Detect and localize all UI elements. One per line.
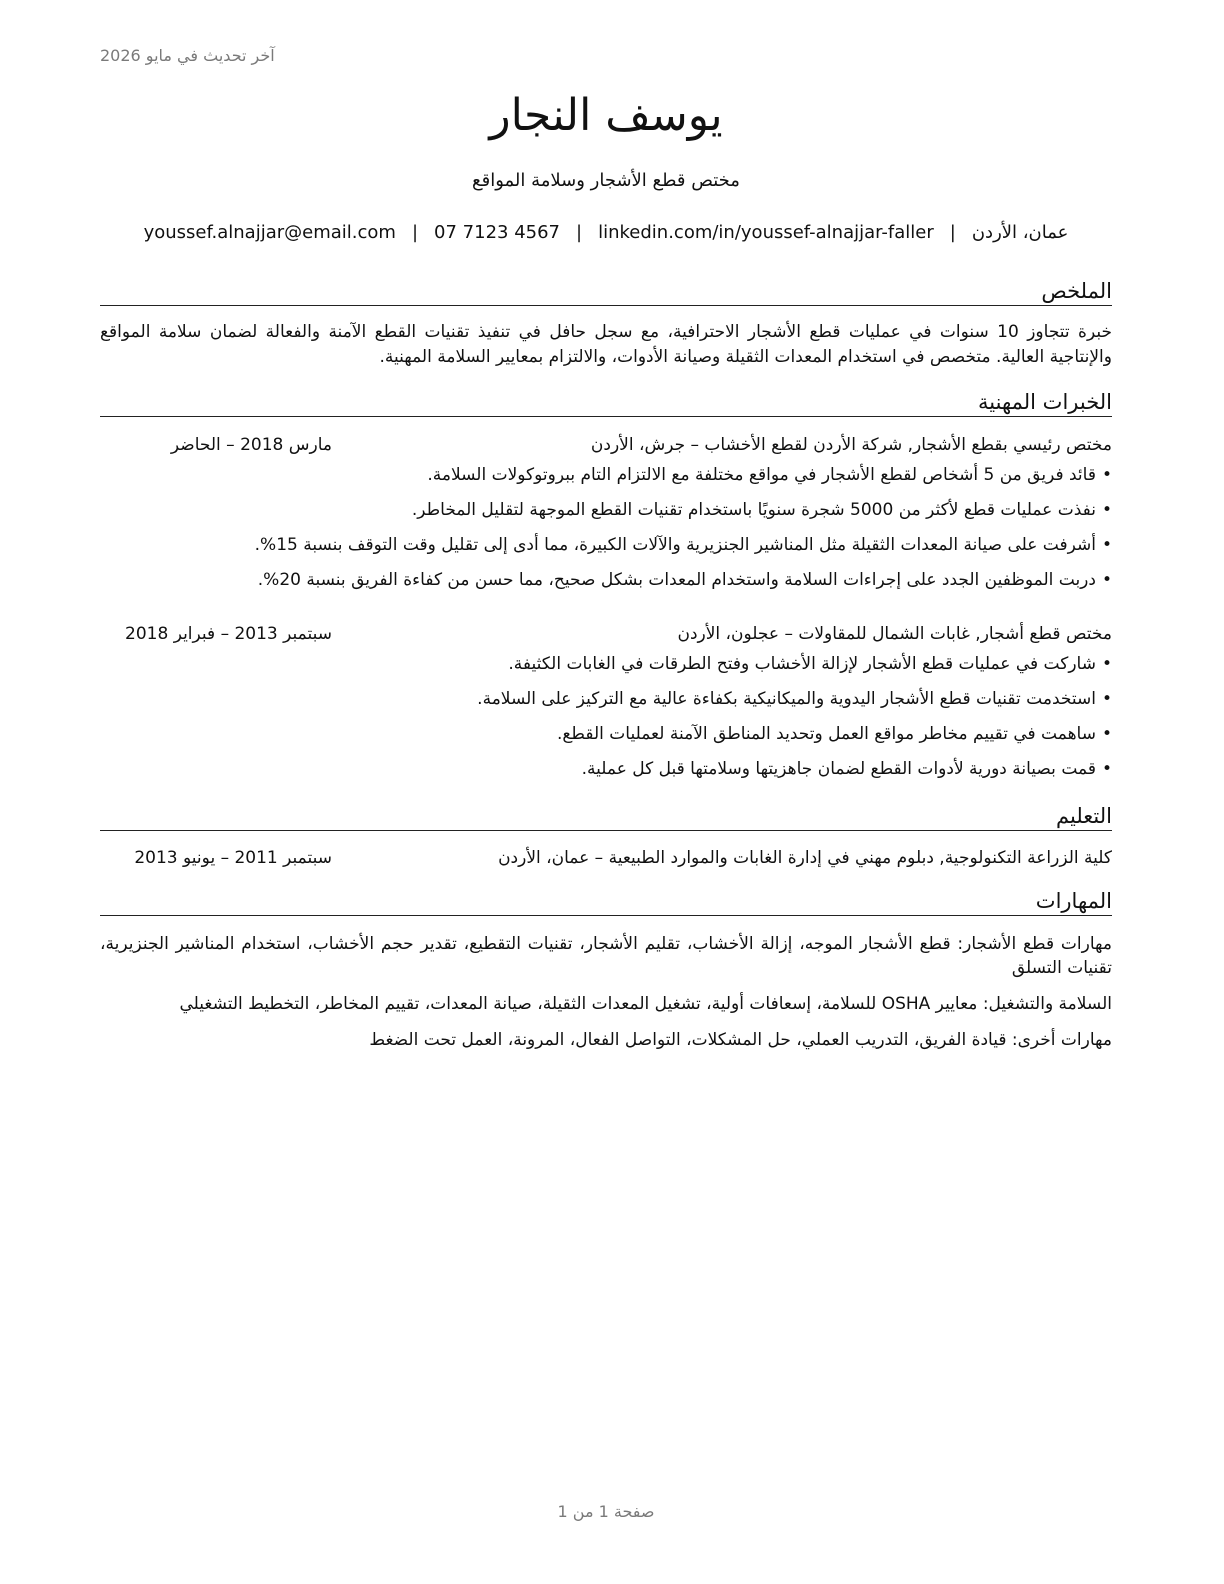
bullet-text: نفذت عمليات قطع لأكثر من 5000 شجرة سنويًا باستخدام تقنيات القطع الموجهة لتقليل المخاطر. bbox=[411, 500, 1096, 520]
job-date: سبتمبر 2013 – فبراير 2018 bbox=[125, 624, 332, 644]
bullet-dot: • bbox=[1101, 759, 1112, 779]
education-date: سبتمبر 2011 – يونيو 2013 bbox=[134, 848, 332, 868]
job-header bbox=[100, 433, 1112, 457]
bullet-dot: • bbox=[1101, 465, 1112, 485]
contact-separator: | bbox=[411, 222, 419, 243]
bullet-dot: • bbox=[1101, 535, 1112, 555]
list-item bbox=[100, 568, 1112, 603]
list-item bbox=[100, 652, 1112, 687]
summary-heading: الملخص bbox=[100, 277, 1112, 306]
resume-page bbox=[100, 0, 1112, 1584]
bullet-dot: • bbox=[1101, 689, 1112, 709]
contact-separator: | bbox=[576, 222, 583, 243]
list-item bbox=[100, 533, 1112, 568]
candidate-title: مختص قطع الأشجار وسلامة المواقع bbox=[472, 170, 740, 191]
job-bullets bbox=[100, 463, 1112, 603]
bullet-dot: • bbox=[1101, 570, 1112, 590]
job-date: مارس 2018 – الحاضر bbox=[170, 435, 332, 455]
bullet-text: قائد فريق من 5 أشخاص لقطع الأشجار في مواقع مختلفة مع الالتزام التام ببروتوكولات السلامة. bbox=[427, 465, 1096, 485]
skills-heading: المهارات bbox=[100, 887, 1112, 916]
candidate-name: يوسف النجار bbox=[489, 90, 723, 141]
contact-linkedin[interactable]: linkedin.com/in/youssef-alnajjar-faller bbox=[598, 222, 934, 243]
list-item bbox=[100, 687, 1112, 722]
page-number: صفحة 1 من 1 bbox=[557, 1502, 655, 1521]
education-entry bbox=[100, 846, 1112, 870]
bullet-dot: • bbox=[1101, 724, 1112, 744]
job-role: مختص رئيسي بقطع الأشجار, شركة الأردن لقطع الأخشاب – جرش، الأردن bbox=[590, 435, 1112, 455]
list-item bbox=[100, 463, 1112, 498]
job-bullets bbox=[100, 652, 1112, 792]
education-heading: التعليم bbox=[100, 802, 1112, 831]
contact-separator: | bbox=[949, 222, 956, 243]
contact-email[interactable]: youssef.alnajjar@email.com bbox=[143, 222, 396, 243]
bullet-dot: • bbox=[1101, 500, 1112, 520]
job-role: مختص قطع أشجار, غابات الشمال للمقاولات – عجلون، الأردن bbox=[677, 624, 1112, 644]
list-item bbox=[100, 722, 1112, 757]
bullet-text: ساهمت في تقييم مخاطر مواقع العمل وتحديد المناطق الآمنة لعمليات القطع. bbox=[556, 724, 1096, 744]
list-item bbox=[100, 498, 1112, 533]
contact-line bbox=[100, 222, 1112, 243]
last-updated: آخر تحديث في مايو 2026 bbox=[100, 46, 275, 65]
summary-text: خبرة تتجاوز 10 سنوات في عمليات قطع الأشجار الاحترافية، مع سجل حافل في تنفيذ تقنيات القطع الآمنة والفعالة لضمان سلامة المواقع والإنتاجية العالية. متخصص في استخدام المعدات الثقيلة وصيانة الأدوات، والالتزام بمعايير السلامة المهنية. bbox=[100, 322, 1112, 367]
bullet-text: دربت الموظفين الجدد على إجراءات السلامة واستخدام المعدات بشكل صحيح، مما حسن من كفاءة الفريق بنسبة 20%. bbox=[257, 570, 1096, 590]
skills-list bbox=[100, 932, 1112, 1064]
skills-line: السلامة والتشغيل: معايير OSHA للسلامة، إسعافات أولية، تشغيل المعدات الثقيلة، صيانة المعدات، تقييم المخاطر، التخطيط التشغيلي bbox=[179, 994, 1112, 1014]
contact-phone[interactable]: 07 7123 4567 bbox=[434, 222, 561, 243]
job-header bbox=[100, 622, 1112, 646]
experience-heading: الخبرات المهنية bbox=[100, 388, 1112, 417]
bullet-text: أشرفت على صيانة المعدات الثقيلة مثل المناشير الجنزيرية والآلات الكبيرة، مما أدى إلى تقليل وقت التوقف بنسبة 15%. bbox=[254, 535, 1096, 555]
bullet-text: شاركت في عمليات قطع الأشجار لإزالة الأخشاب وفتح الطرقات في الغابات الكثيفة. bbox=[508, 654, 1096, 674]
skills-line: مهارات أخرى: قيادة الفريق، التدريب العملي، حل المشكلات، التواصل الفعال، المرونة، العمل تحت الضغط bbox=[369, 1030, 1112, 1050]
bullet-text: استخدمت تقنيات قطع الأشجار اليدوية والميكانيكية بكفاءة عالية مع التركيز على السلامة. bbox=[477, 689, 1096, 709]
list-item bbox=[100, 757, 1112, 792]
contact-location: عمان، الأردن bbox=[971, 222, 1069, 243]
bullet-dot: • bbox=[1101, 654, 1112, 674]
education-institution: كلية الزراعة التكنولوجية, دبلوم مهني في إدارة الغابات والموارد الطبيعية – عمان، الأردن bbox=[498, 848, 1112, 868]
skills-line: مهارات قطع الأشجار: قطع الأشجار الموجه، إزالة الأخشاب، تقليم الأشجار، تقنيات التقطيع، تقدير حجم الأخشاب، استخدام المناشير الجنزيرية، تقنيات التسلق bbox=[100, 934, 1112, 978]
bullet-text: قمت بصيانة دورية لأدوات القطع لضمان جاهزيتها وسلامتها قبل كل عملية. bbox=[581, 759, 1096, 779]
